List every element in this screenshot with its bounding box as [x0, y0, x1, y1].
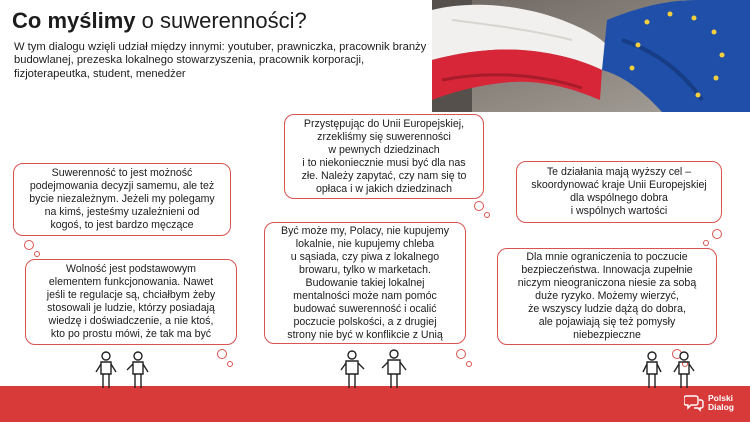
- quote-bubble-4: [264, 222, 466, 344]
- quote-text-4: Być może my, Polacy, nie kupujemy lokalnie, nie kupujemy chleba u sąsiada, czy piwa z lokalnego browaru, tylko w marketach. Budowanie takiej lokalnej mentalności może nam pomóc budować suwerenność i ocalić poczucie polskości, a z drugiej strony nie być w konflikcie z Unią: [281, 224, 449, 341]
- people-illustration-right: [636, 350, 706, 390]
- thought-dot: [227, 361, 233, 367]
- thought-dot: [24, 240, 34, 250]
- title-rest: o suwerenności?: [135, 8, 307, 33]
- quote-text-5: Te działania mają wyższy cel – skoordynować kraje Unii Europejskiej dla wspólnego dobra i wspólnych wartości: [531, 166, 707, 217]
- thought-dot: [484, 212, 490, 218]
- speech-bubbles-icon: [684, 394, 704, 412]
- quote-text-1: Suwerenność to jest możność podejmowania decyzji samemu, ale też bycie niezależnym. Jeżeli my polegamy na kimś, jesteśmy uzależnieni od kogoś, to jest bardzo męczące: [29, 167, 215, 231]
- thought-dot: [703, 240, 709, 246]
- quote-bubble-2: [25, 259, 237, 345]
- quote-text-2: Wolność jest podstawowym elementem funkcjonowania. Nawet jeśli te regulacje są, chciałbym żeby stosowali je ludzie, którzy posiadają wiedzę i doświadczenie, a nie ktoś, kto po prostu mówi, że tak ma być: [46, 263, 216, 340]
- intro-text: W tym dialogu wzięli udział między innymi: youtuber, prawniczka, pracownik branży budowlanej, prezeska lokalnego stowarzyszenia, pracownik korporacji, fizjoterapeutka, student, menedżer: [14, 41, 427, 80]
- polski-dialog-logo: [684, 394, 734, 412]
- footer-band: [0, 386, 750, 422]
- people-illustration-middle: [336, 348, 416, 390]
- title-bold: Co myślimy: [12, 8, 136, 33]
- people-illustration-left: [90, 350, 160, 390]
- thought-dot: [34, 251, 40, 257]
- page-title: [12, 8, 307, 34]
- quote-text-3: Przystępując do Unii Europejskiej, zrzekliśmy się suwerenności w pewnych dziedzinach i to niekoniecznie musi być dla nas złe. Należy zapytać, czy nam się to opłaca i w jakich dziedzinach: [301, 117, 467, 195]
- quote-bubble-1: [13, 163, 231, 236]
- thought-dot: [712, 229, 722, 239]
- thought-dot: [217, 349, 227, 359]
- quote-bubble-3: [284, 114, 484, 199]
- thought-dot: [456, 349, 466, 359]
- logo-line-1: Polski: [708, 393, 734, 403]
- quote-bubble-6: [497, 248, 717, 345]
- thought-dot: [466, 361, 472, 367]
- quote-bubble-5: [516, 161, 722, 223]
- flags-photo: [432, 0, 750, 112]
- quote-text-6: Dla mnie ograniczenia to poczucie bezpieczeństwa. Innowacja zupełnie niczym nieograniczona niesie za sobą duże ryzyko. Możemy wierzyć, że wszyscy ludzie dążą do dobra, ale pojawiają się też pomysły niebezpieczne: [517, 251, 697, 341]
- logo-line-2: Dialog: [708, 402, 734, 412]
- thought-dot: [474, 201, 484, 211]
